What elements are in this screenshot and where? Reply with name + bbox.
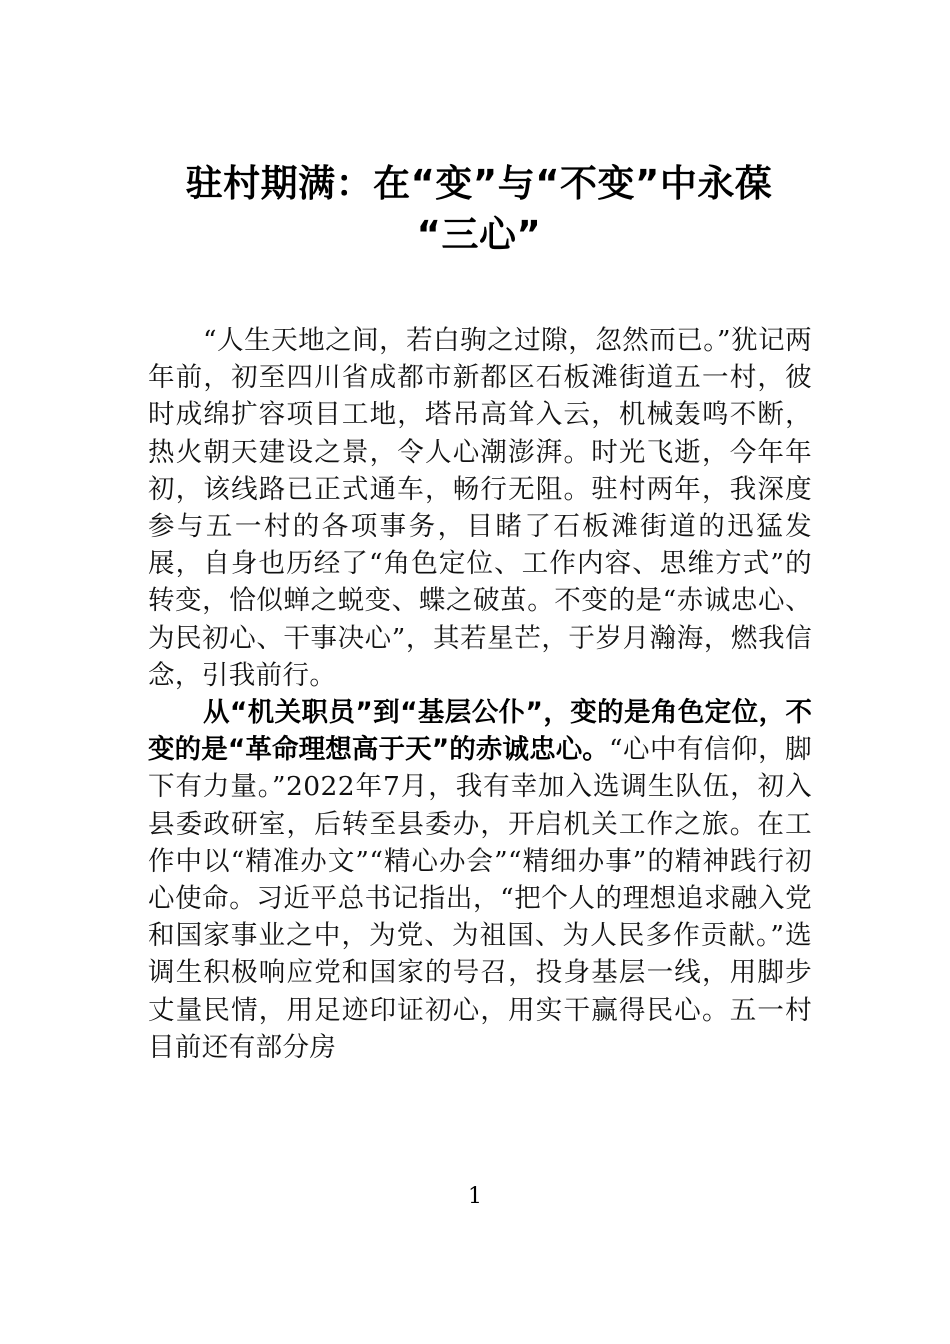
paragraph-1-text: “人生天地之间，若白驹之过隙，忽然而已。”犹记两年前，初至四川省成都市新都区石板滩街道五一村，彼时成绵扩容项目工地，塔吊高耸入云，机械轰鸣不断，热火朝天建设之景，令人心潮澎湃。时光飞逝，今年年初，该线路已正式通车，畅行无阻。驻村两年，我深度参与五一村的各项事务，目睹了石板滩街道的迅猛发展，自身也历经了“角色定位、工作内容、思维方式”的转变，恰似蝉之蜕变、蝶之破茧。不变的是“赤诚忠心、为民初心、干事决心”，其若星芒，于岁月瀚海，燃我信念，引我前行。 — [148, 325, 812, 691]
paragraph-2-text: “心中有信仰，脚下有力量。”2022年7月，我有幸加入选调生队伍，初入县委政研室，后转至县委办，开启机关工作之旅。在工作中以“精准办文”“精心办会”“精细办事”的精神践行初心使命。习近平总书记指出，“把个人的理想追求融入党和国家事业之中，为党、为祖国、为人民多作贡献。”选调生积极响应党和国家的号召，投身基层一线，用脚步丈量民情，用足迹印证初心，用实干赢得民心。五一村目前还有部分房 — [148, 734, 812, 1063]
document-body — [148, 322, 812, 1066]
paragraph-2 — [148, 694, 812, 1066]
paragraph-2-lead-bold: 从“机关职员”到“基层公仆”，变的是角色定位，不变的是“革命理想高于天”的赤诚忠心。 — [148, 697, 812, 766]
page-title-line-2: “三心” — [416, 213, 542, 256]
page-title — [148, 158, 810, 260]
footer-page-number: 1 — [468, 1184, 482, 1209]
paragraph-1 — [148, 322, 812, 694]
page-title-line-1: 驻村期满：在“变”与“不变”中永葆 — [185, 162, 773, 205]
